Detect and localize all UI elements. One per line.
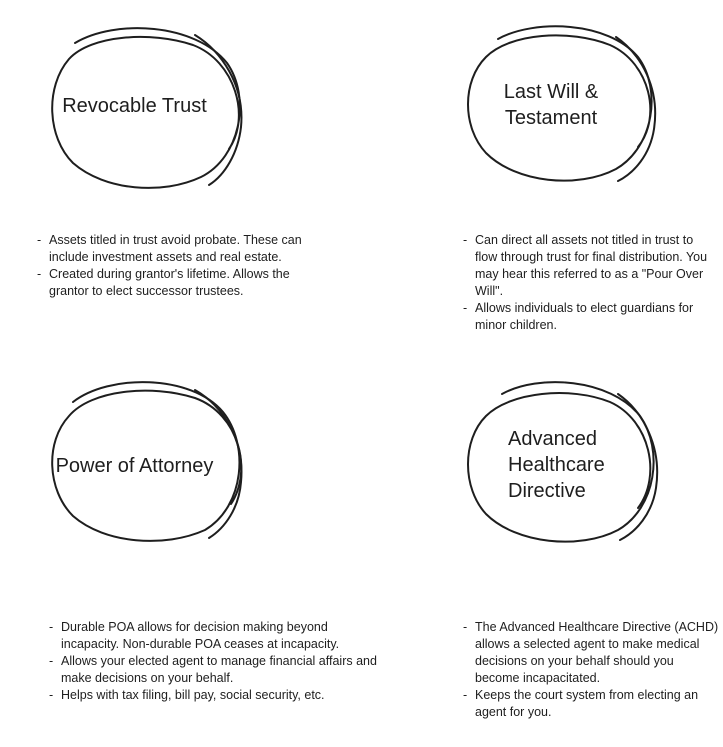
node-title-revocable-trust: Revocable Trust	[62, 95, 207, 117]
list-item: - Allows your elected agent to manage financial affairs and make decisions on your behalf.	[49, 653, 389, 687]
bullet-list-revocable-trust	[37, 232, 327, 300]
list-item: - Durable POA allows for decision making beyond incapacity. Non-durable POA ceases at incapacity.	[49, 619, 389, 653]
list-item: - Keeps the court system from electing an agent for you.	[463, 687, 719, 721]
list-item: - Can direct all assets not titled in trust to flow through trust for final distribution. You may hear this referred to as a "Pour Over Will".	[463, 232, 718, 300]
list-item: - Created during grantor's lifetime. Allows the grantor to elect successor trustees.	[37, 266, 327, 300]
bullet-list-power-of-attorney	[49, 619, 389, 704]
node-title-last-will: Last Will & Testament	[503, 81, 599, 129]
node-title-advanced-healthcare-directive: Advanced Healthcare Directive	[508, 428, 605, 502]
bullet-list-last-will	[463, 232, 718, 334]
list-item: - Assets titled in trust avoid probate. These can include investment assets and real estate.	[37, 232, 327, 266]
list-item: - Allows individuals to elect guardians for minor children.	[463, 300, 718, 334]
list-item: - Helps with tax filing, bill pay, social security, etc.	[49, 687, 389, 704]
bullet-list-advanced-healthcare-directive	[463, 619, 719, 721]
list-item: - The Advanced Healthcare Directive (ACHD) allows a selected agent to make medical decisions on your behalf should you become incapacitated.	[463, 619, 719, 687]
node-title-power-of-attorney: Power of Attorney	[55, 455, 214, 477]
